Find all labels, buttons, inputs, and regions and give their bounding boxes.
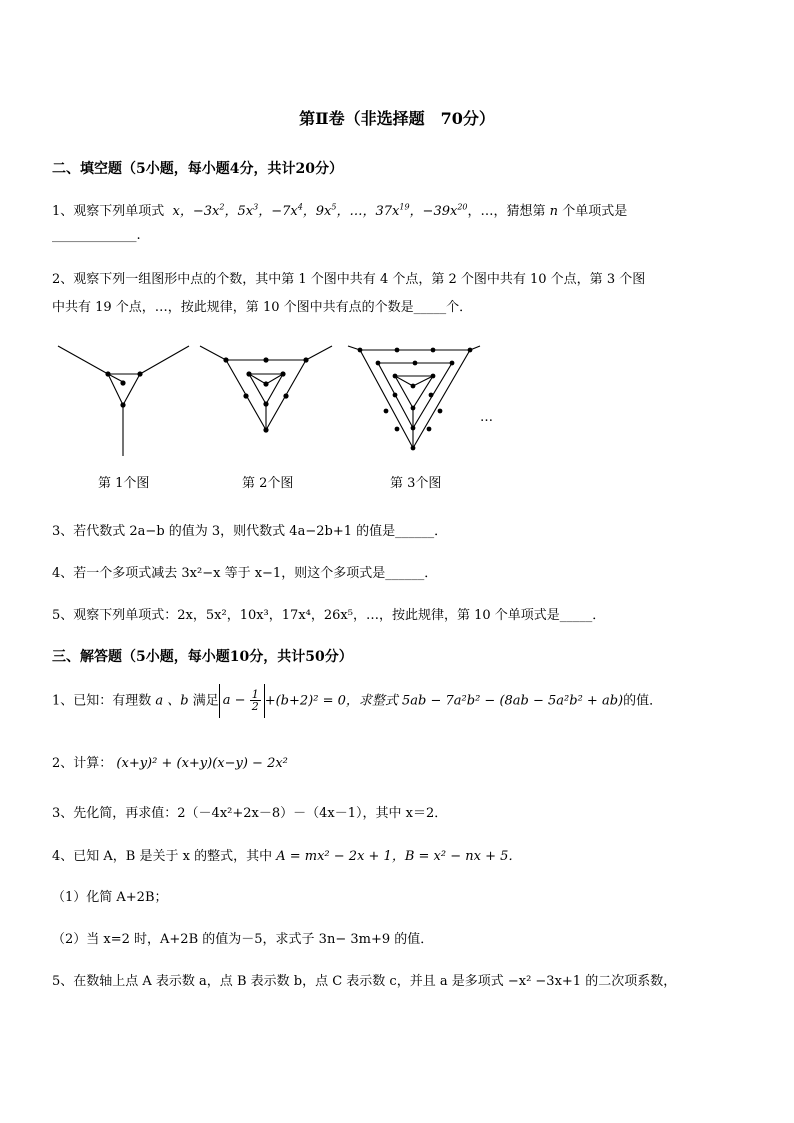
- s3-q4: [52, 845, 521, 864]
- section2-heading: 二、填空题（5小题，每小题4分，共计20分）: [52, 161, 343, 177]
- s2-q1-end: 个单项式是: [562, 204, 628, 219]
- s3-q4-B: ，B = x² − nx + 5．: [391, 849, 522, 864]
- s2-q1-prefix: 1、观察下列单项式: [52, 204, 165, 219]
- s3-q1: [52, 684, 662, 718]
- figure-ellipsis: …: [480, 410, 493, 425]
- s3-q1-prefix: 1、已知：有理数: [52, 693, 152, 709]
- s2-q5: 5、观察下列单项式：2x，5x²，10x³，17x⁴，26x⁵，…，按此规律，第 10 个单项式是_____．: [52, 608, 606, 623]
- fraction-one-half: $\frac{1}{2}$: [251, 688, 259, 713]
- caption-figure-2: 第 2个图: [242, 476, 294, 491]
- s2-q1-tail: ，…，猜想第: [467, 204, 546, 219]
- s2-q1-n: n: [549, 204, 559, 219]
- s2-q2-line1: 2、观察下列一组图形中点的个数，其中第 1 个图中共有 4 个点，第 2 个图中共有 10 个点，第 3 个图: [52, 272, 646, 287]
- s3-q1-abs-expr: a − $\frac{1}{2}$: [219, 684, 265, 718]
- figure-1: [58, 346, 189, 456]
- s3-q4-prefix: 4、已知 A，B 是关于 x 的整式，其中: [52, 849, 273, 864]
- figure-3: [348, 346, 480, 450]
- s3-q1-eq: +(b+2)² = 0，求整式: [264, 693, 398, 709]
- figure-2: [200, 346, 332, 433]
- s2-q3: 3、若代数式 2a−b 的值为 3，则代数式 4a−2b+1 的值是______．: [52, 524, 448, 539]
- s3-q1-end: 的值．: [623, 693, 663, 709]
- s2-q1-blank: _____________.: [52, 228, 141, 243]
- s3-q2: [52, 752, 288, 771]
- page-title: 第Ⅱ卷（非选择题 70分）: [299, 109, 495, 128]
- s2-q4: 4、若一个多项式减去 3x²−x 等于 x−1，则这个多项式是______．: [52, 566, 438, 581]
- s3-q1-mid: 满足: [192, 693, 219, 709]
- s2-q1-sequence: x，$-3x^2$，$5x^3$，$-7x^4$，$9x^5$，…，$37x^{19}$，$-39x^{20}$: [168, 202, 468, 219]
- s2-q1: [52, 200, 627, 219]
- caption-figure-1: 第 1个图: [98, 476, 150, 491]
- caption-figure-3: 第 3个图: [390, 476, 442, 491]
- dot-pattern-figures: [50, 338, 510, 463]
- s3-q2-prefix: 2、计算：: [52, 756, 113, 771]
- s3-q1-expr: 5ab − 7a²b² − (8ab − 5a²b² + ab): [402, 693, 624, 709]
- s3-q5: 5、在数轴上点 A 表示数 a，点 B 表示数 b，点 C 表示数 c，并且 a 是多项式 −x² −3x+1 的二次项系数，: [52, 974, 677, 989]
- section3-heading: 三、解答题（5小题，每小题10分，共计50分）: [52, 649, 353, 665]
- s3-q1-vars: a 、b: [155, 693, 189, 709]
- s3-q3: 3、先化简，再求值：2（－4x²+2x－8）－（4x－1），其中 x＝2．: [52, 806, 448, 821]
- s2-q2-line2: 中共有 19 个点，…，按此规律，第 10 个图中共有点的个数是_____个．: [52, 300, 473, 315]
- s3-q2-expr: (x+y)² + (x+y)(x−y) − 2x²: [116, 756, 288, 771]
- s3-q4-A: A = mx² − 2x + 1: [276, 849, 392, 864]
- s3-q4-sub1: （1）化简 A+2B；: [52, 890, 168, 905]
- s3-q4-sub2: （2）当 x=2 时，A+2B 的值为－5，求式子 3n− 3m+9 的值．: [52, 932, 434, 947]
